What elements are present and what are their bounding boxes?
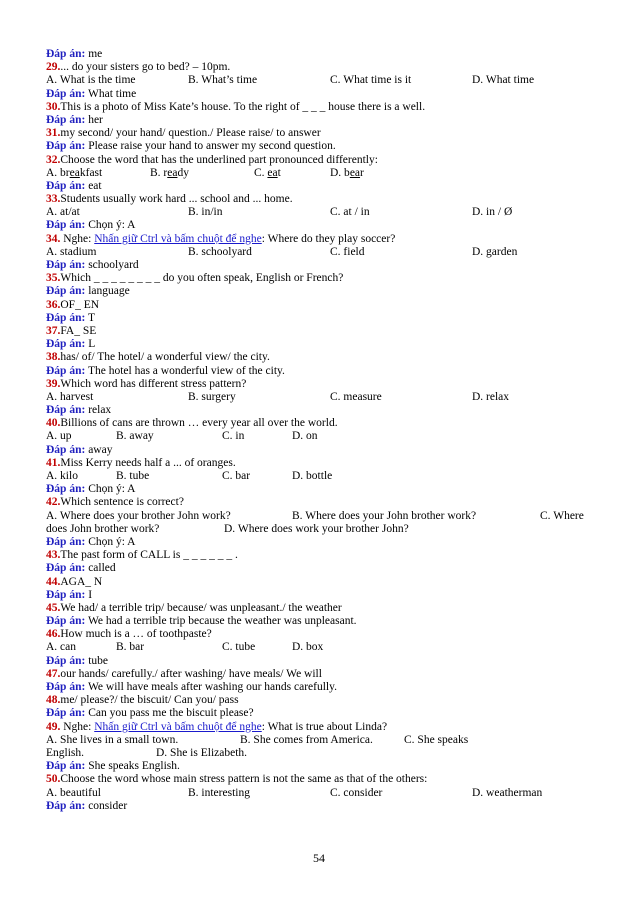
question-text: ... do your sisters go to bed? – 10pm.: [60, 61, 231, 74]
answer-label: Đáp án:: [46, 338, 86, 351]
question-text: We had/ a terrible trip/ because/ was unpleasant./ the weather: [60, 601, 342, 614]
question-number: 41.: [46, 456, 61, 469]
option-text: A. br: [46, 166, 70, 179]
options-line: [46, 787, 596, 800]
audio-link[interactable]: Nhấn giữ Ctrl và bấm chuột để nghe: [94, 232, 262, 245]
question-line: [46, 576, 596, 589]
answer-text: language: [85, 285, 130, 298]
answer-option: C. measure: [330, 390, 382, 403]
answer-text: We had a terrible trip because the weather was unpleasant.: [85, 615, 357, 628]
question-number: 37.: [46, 324, 61, 337]
answer-option: C. tube: [222, 641, 256, 654]
answer-option: D. She is Elizabeth.: [156, 746, 248, 759]
answer-option: D. garden: [472, 245, 518, 258]
document-body: [46, 48, 596, 813]
question-text: has/ of/ The hotel/ a wonderful view/ the city.: [60, 351, 270, 364]
option-text: dy: [177, 166, 189, 179]
answer-label: Đáp án:: [46, 259, 86, 271]
question-number: 38.: [46, 351, 61, 364]
question-number: 42.: [46, 496, 61, 509]
question-number: 35.: [46, 272, 61, 285]
question-line: [46, 378, 596, 391]
option-text: D. b: [330, 166, 350, 179]
answer-option: D. bottle: [292, 470, 333, 482]
answer-option: B. tube: [116, 470, 150, 482]
answer-text: relax: [85, 404, 112, 417]
answer-label: Đáp án:: [46, 707, 86, 720]
answer-label: Đáp án:: [46, 681, 86, 693]
answer-option: B. What’s time: [188, 74, 258, 87]
underlined-part: ea: [167, 166, 178, 179]
answer-line: [46, 48, 596, 61]
answer-label: Đáp án:: [46, 562, 86, 575]
answer-text: Chọn ý: A: [85, 483, 136, 496]
answer-line: [46, 562, 596, 575]
question-number: 29.: [46, 61, 61, 74]
answer-option: A. can: [46, 641, 77, 654]
answer-line: [46, 589, 596, 602]
answer-option: C. in: [222, 430, 245, 443]
option-text: kfast: [79, 166, 103, 179]
answer-text: tube: [85, 654, 108, 667]
answer-label: Đáp án:: [46, 799, 86, 812]
answer-text: What time: [85, 87, 137, 100]
question-line: [46, 299, 596, 312]
answer-line: [46, 681, 596, 694]
answer-option: B. schoolyard: [188, 245, 252, 258]
answer-label: Đáp án:: [46, 443, 86, 456]
page-number: 54: [313, 851, 325, 865]
options-line: [46, 391, 596, 404]
answer-option: [254, 167, 281, 180]
answer-option: C. What time is it: [330, 74, 412, 87]
answer-option: A. beautiful: [46, 786, 101, 799]
answer-line: [46, 404, 596, 417]
answer-line: [46, 483, 596, 496]
question-number: 50.: [46, 773, 61, 786]
answer-line: [46, 180, 596, 193]
answer-text: We will have meals after washing our hands carefully.: [85, 681, 337, 693]
answer-option: D. on: [292, 430, 318, 443]
question-text: Which word has different stress pattern?: [60, 377, 247, 390]
question-line: [46, 272, 596, 285]
question-line: [46, 694, 596, 707]
question-number: 44.: [46, 575, 61, 588]
answer-option: C. consider: [330, 786, 383, 799]
answer-label: Đáp án:: [46, 140, 86, 153]
question-text: Choose the word that has the underlined part pronounced differently:: [60, 153, 378, 166]
audio-link[interactable]: Nhấn giữ Ctrl và bấm chuột để nghe: [94, 720, 262, 733]
listening-question-line: [46, 233, 596, 246]
question-number: 36.: [46, 298, 61, 311]
answer-option-continued: does John brother work?: [46, 522, 160, 535]
answer-option: D. weatherman: [472, 786, 543, 799]
answer-option: D. relax: [472, 390, 510, 403]
answer-option: [46, 167, 102, 180]
question-text: my second/ your hand/ question./ Please raise/ to answer: [60, 127, 321, 140]
answer-text: Chọn ý: A: [85, 219, 136, 232]
answer-label: Đáp án:: [46, 87, 86, 100]
answer-line: [46, 338, 596, 351]
question-number: 30.: [46, 100, 61, 113]
answer-text: called: [85, 562, 116, 575]
listening-question-line: [46, 721, 596, 734]
answer-option: B. Where does your John brother work?: [292, 509, 477, 522]
question-number: 34.: [46, 232, 61, 245]
answer-option: C. at / in: [330, 206, 370, 219]
answer-option: D. What time: [472, 74, 535, 87]
question-line: [46, 351, 596, 364]
answer-option: D. in / Ø: [472, 206, 513, 219]
answer-text: I: [85, 588, 93, 601]
answer-option: A. harvest: [46, 390, 94, 403]
options-line: [46, 206, 596, 219]
answer-line: [46, 707, 596, 720]
answer-line: [46, 114, 596, 127]
options-line: [46, 430, 596, 443]
answer-line: [46, 760, 596, 773]
answer-label: Đáp án:: [46, 179, 86, 192]
question-line: [46, 101, 596, 114]
question-text: : Where do they play soccer?: [261, 232, 396, 245]
answer-text: The hotel has a wonderful view of the city.: [85, 364, 285, 377]
question-text: OF_ EN: [60, 298, 100, 311]
answer-line: [46, 365, 596, 378]
answer-line: [46, 615, 596, 628]
answer-option: B. She comes from America.: [240, 733, 373, 746]
question-number: 31.: [46, 127, 61, 140]
answer-line: [46, 800, 596, 813]
question-text: me/ please?/ the biscuit/ Can you/ pass: [60, 694, 239, 707]
answer-line: [46, 444, 596, 457]
answer-label: Đáp án:: [46, 285, 86, 298]
question-line: [46, 127, 596, 140]
answer-text: Please raise your hand to answer my second question.: [85, 140, 336, 153]
answer-option: B. away: [116, 430, 154, 443]
answer-text: She speaks English.: [85, 760, 180, 773]
answer-option: A. What is the time: [46, 74, 136, 87]
listen-prefix: Nghe:: [60, 720, 95, 733]
answer-label: Đáp án:: [46, 535, 86, 548]
question-number: 46.: [46, 628, 61, 641]
answer-label: Đáp án:: [46, 48, 86, 60]
options-line: [46, 246, 596, 259]
answer-text: Chọn ý: A: [85, 535, 136, 548]
answer-label: Đáp án:: [46, 615, 86, 628]
answer-text: me: [85, 48, 103, 60]
answer-line: [46, 312, 596, 325]
answer-text: T: [85, 311, 96, 324]
question-number: 47.: [46, 667, 61, 680]
answer-option: A. at/at: [46, 206, 80, 219]
answer-label: Đáp án:: [46, 219, 86, 232]
answer-line: [46, 536, 596, 549]
question-text: Students usually work hard ... school and ... home.: [60, 193, 293, 206]
options-line: [46, 510, 596, 523]
question-text: our hands/ carefully./ after washing/ have meals/ We will: [60, 667, 322, 680]
question-text: Choose the word whose main stress pattern is not the same as that of the others:: [60, 773, 428, 786]
underlined-part: ea: [349, 166, 361, 179]
answer-text: eat: [85, 179, 102, 192]
answer-text: away: [85, 443, 113, 456]
answer-option: D. Where does work your brother John?: [224, 522, 409, 535]
underlined-part: ea: [69, 166, 80, 179]
options-line-continued: [46, 747, 596, 760]
answer-label: Đáp án:: [46, 113, 86, 126]
answer-option: C. Where: [540, 509, 584, 522]
question-text: AGA_ N: [60, 575, 103, 588]
answer-line: [46, 259, 596, 272]
answer-text: consider: [85, 799, 128, 812]
answer-line: [46, 140, 596, 153]
option-text: C.: [254, 166, 268, 179]
question-number: 49.: [46, 720, 61, 733]
question-number: 43.: [46, 549, 61, 562]
answer-line: [46, 219, 596, 232]
question-line: [46, 549, 596, 562]
answer-option: A. up: [46, 430, 72, 443]
answer-line: [46, 285, 596, 298]
question-text: The past form of CALL is _ _ _ _ _ _ .: [60, 549, 238, 562]
answer-option: [330, 167, 364, 180]
options-line: [46, 470, 596, 483]
question-line: [46, 628, 596, 641]
question-line: [46, 668, 596, 681]
answer-option: A. She lives in a small town.: [46, 733, 179, 746]
underlined-part: ea: [267, 166, 278, 179]
options-line: [46, 167, 596, 180]
question-line: [46, 496, 596, 509]
answer-option: [150, 167, 189, 180]
listen-prefix: Nghe:: [60, 232, 95, 245]
answer-option: C. field: [330, 245, 365, 258]
answer-option: C. She speaks: [404, 733, 469, 746]
question-number: 40.: [46, 417, 61, 430]
question-number: 32.: [46, 153, 61, 166]
answer-text: Can you pass me the biscuit please?: [85, 707, 254, 720]
question-line: [46, 193, 596, 206]
options-line: [46, 74, 596, 87]
question-line: [46, 457, 596, 470]
option-text: B. r: [150, 166, 168, 179]
option-text: r: [360, 166, 364, 179]
answer-label: Đáp án:: [46, 404, 86, 417]
answer-option: B. in/in: [188, 206, 223, 219]
question-line: [46, 325, 596, 338]
question-text: Billions of cans are thrown … every year all over the world.: [60, 417, 338, 430]
answer-label: Đáp án:: [46, 364, 86, 377]
answer-label: Đáp án:: [46, 654, 86, 667]
question-text: How much is a … of toothpaste?: [60, 628, 212, 641]
answer-option: A. Where does your brother John work?: [46, 509, 231, 522]
question-number: 45.: [46, 601, 61, 614]
answer-line: [46, 88, 596, 101]
answer-option: D. box: [292, 641, 324, 654]
answer-option: B. bar: [116, 641, 145, 654]
question-text: FA_ SE: [60, 324, 97, 337]
answer-label: Đáp án:: [46, 760, 86, 773]
answer-text: her: [85, 113, 103, 126]
question-text: This is a photo of Miss Kate’s house. To the right of _ _ _ house there is a well.: [60, 100, 426, 113]
answer-option-continued: English.: [46, 746, 85, 759]
question-text: : What is true about Linda?: [261, 720, 388, 733]
answer-option: A. stadium: [46, 245, 97, 258]
answer-option: C. bar: [222, 470, 251, 482]
options-line: [46, 641, 596, 654]
answer-option: B. interesting: [188, 786, 250, 799]
question-text: Miss Kerry needs half a ... of oranges.: [60, 456, 236, 469]
option-text: t: [277, 166, 281, 179]
question-number: 48.: [46, 694, 61, 707]
answer-text: schoolyard: [85, 259, 139, 271]
answer-label: Đáp án:: [46, 483, 86, 496]
question-text: Which sentence is correct?: [60, 496, 184, 509]
question-line: [46, 417, 596, 430]
question-line: [46, 602, 596, 615]
question-text: Which _ _ _ _ _ _ _ _ do you often speak, English or French?: [60, 272, 344, 285]
options-line: [46, 734, 596, 747]
options-line-continued: [46, 523, 596, 536]
question-line: [46, 61, 596, 74]
question-line: [46, 773, 596, 786]
answer-label: Đáp án:: [46, 311, 86, 324]
answer-line: [46, 655, 596, 668]
answer-option: B. surgery: [188, 390, 236, 403]
answer-option: A. kilo: [46, 470, 78, 482]
answer-text: L: [85, 338, 96, 351]
answer-label: Đáp án:: [46, 588, 86, 601]
question-number: 33.: [46, 193, 61, 206]
question-number: 39.: [46, 377, 61, 390]
question-line: [46, 154, 596, 167]
